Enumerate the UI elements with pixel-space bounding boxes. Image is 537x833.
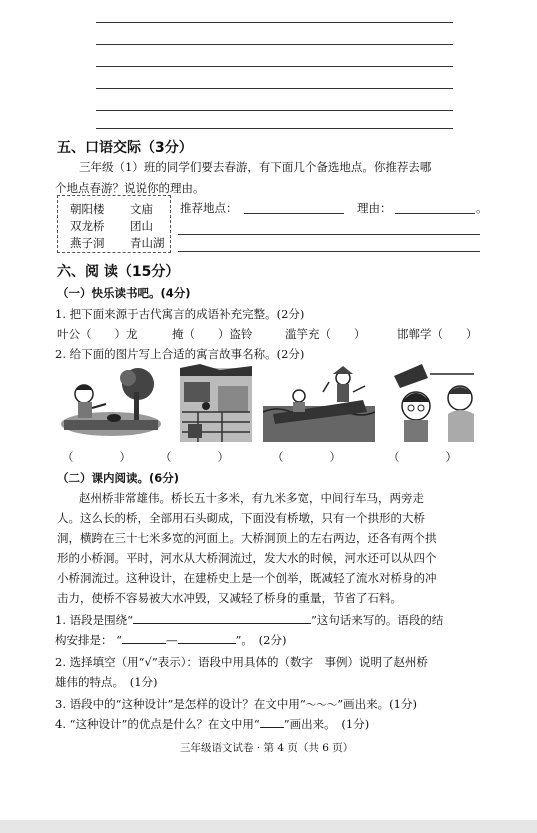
answer-line bbox=[96, 128, 453, 129]
places-box bbox=[57, 195, 171, 253]
section6-title: 六、阅 读（15分） bbox=[57, 264, 180, 280]
answer-line bbox=[96, 88, 453, 89]
picture-answer-3[interactable]: （ ） bbox=[272, 450, 341, 464]
place: 青山湖 bbox=[130, 236, 165, 250]
place: 朝阳楼 bbox=[70, 202, 105, 216]
passage-line: 人。这么长的桥，全部用石头砌成，下面没有桥墩，只有一个拱形的大桥 bbox=[57, 511, 425, 525]
q1-structure-blank-1[interactable] bbox=[122, 632, 166, 644]
place: 双龙桥 bbox=[70, 219, 105, 233]
q1-text-c: 构安排是： “ bbox=[55, 633, 123, 647]
part2-q4 bbox=[55, 716, 369, 732]
q1-text-a: 1. 语段是围绕“ bbox=[55, 613, 134, 627]
q3-text-b: ”画出来。(1分) bbox=[337, 697, 417, 711]
passage-line: 小桥洞流过。这种设计，在建桥史上是一个创举，既减轻了流水对桥身的冲 bbox=[57, 571, 437, 585]
picture-answer-1[interactable]: （ ） bbox=[62, 450, 131, 464]
idiom-item: 邯郸学（ ） bbox=[397, 327, 478, 341]
passage-line: 形的小桥洞。平时，河水从大桥洞流过，发大水的时候，河水还可以从四个 bbox=[57, 551, 437, 565]
passage-line: 洞，横跨在三十七米多宽的河面上。大桥洞顶上的左右两边，还各有两个拱 bbox=[57, 531, 437, 545]
section5-prompt-cont: 个地点春游？说说你的理由。 bbox=[55, 181, 205, 195]
end-mark: 。 bbox=[476, 201, 488, 215]
answer-line bbox=[96, 66, 453, 67]
q4-text-b: ”画出来。 (1分) bbox=[283, 717, 370, 731]
reason-label: 理由： bbox=[357, 201, 392, 215]
recommend-label: 推荐地点： bbox=[180, 201, 238, 215]
answer-line bbox=[96, 44, 453, 45]
fable-picture-3 bbox=[263, 362, 375, 444]
fable-picture-1 bbox=[56, 362, 166, 444]
section5-prompt: 三年级（1）班的同学们要去春游，有下面几个备选地点。你推荐去哪 bbox=[79, 160, 432, 174]
part2-q1-cont bbox=[55, 632, 286, 648]
place: 团山 bbox=[130, 219, 153, 233]
reason-line[interactable] bbox=[178, 251, 480, 252]
section5-title: 五、口语交际（3分） bbox=[57, 140, 193, 156]
part1-title: （一）快乐读书吧。(4分) bbox=[57, 286, 191, 300]
reason-blank[interactable] bbox=[395, 213, 475, 214]
part2-q1 bbox=[55, 612, 443, 628]
part2-q3 bbox=[55, 696, 417, 712]
place: 文庙 bbox=[130, 202, 153, 216]
part2-q2-cont: 雄伟的特点。 (1分) bbox=[55, 675, 158, 689]
idiom-item: 叶公（ ）龙 bbox=[57, 327, 138, 341]
wavy-underline-mark: ～～～ bbox=[305, 699, 338, 711]
q1-sentence-blank[interactable] bbox=[133, 612, 311, 624]
page-footer: 三年级语文试卷 · 第 4 页（共 6 页） bbox=[180, 742, 354, 754]
q4-text-a: 4. “这种设计”的优点是什么？在文中用“ bbox=[55, 717, 260, 731]
part2-q2: 2. 选择填空（用“√”表示）：语段中用具体的（数字 事例）说明了赵州桥 bbox=[55, 655, 428, 669]
q1-text-d: ”。 (2分) bbox=[235, 633, 287, 647]
fable-picture-4 bbox=[390, 362, 482, 444]
place: 燕子洞 bbox=[70, 236, 105, 250]
q1-structure-blank-2[interactable] bbox=[178, 632, 236, 644]
part1-q2: 2. 给下面的图片写上合适的寓言故事名称。(2分) bbox=[55, 347, 305, 361]
picture-answer-2[interactable]: （ ） bbox=[160, 450, 229, 464]
part2-title: （二）课内阅读。(6分) bbox=[57, 471, 180, 485]
passage-line: 赵州桥非常雄伟。桥长五十多米，有九米多宽，中间行车马，两旁走 bbox=[79, 491, 424, 505]
idiom-item: 掩（ ）盗铃 bbox=[172, 327, 253, 341]
q1-dash: — bbox=[166, 633, 178, 647]
part1-q1: 1. 把下面来源于古代寓言的成语补充完整。(2分) bbox=[55, 307, 305, 321]
fable-picture-2 bbox=[178, 362, 254, 444]
picture-answer-4[interactable]: （ ） bbox=[388, 450, 457, 464]
reason-line[interactable] bbox=[178, 234, 480, 235]
straight-underline-mark bbox=[260, 716, 284, 728]
q1-text-b: ”这句话来写的。语段的结 bbox=[311, 613, 444, 627]
q3-text-a: 3. 语段中的“这种设计”是怎样的设计？在文中用“ bbox=[55, 697, 306, 711]
answer-line bbox=[96, 22, 453, 23]
passage-line: 击力，使桥不容易被大水冲毁，又减轻了桥身的重量，节省了石料。 bbox=[57, 591, 402, 605]
idiom-item: 滥竽充（ ） bbox=[285, 327, 366, 341]
recommend-blank[interactable] bbox=[244, 213, 344, 214]
answer-line bbox=[96, 110, 453, 111]
